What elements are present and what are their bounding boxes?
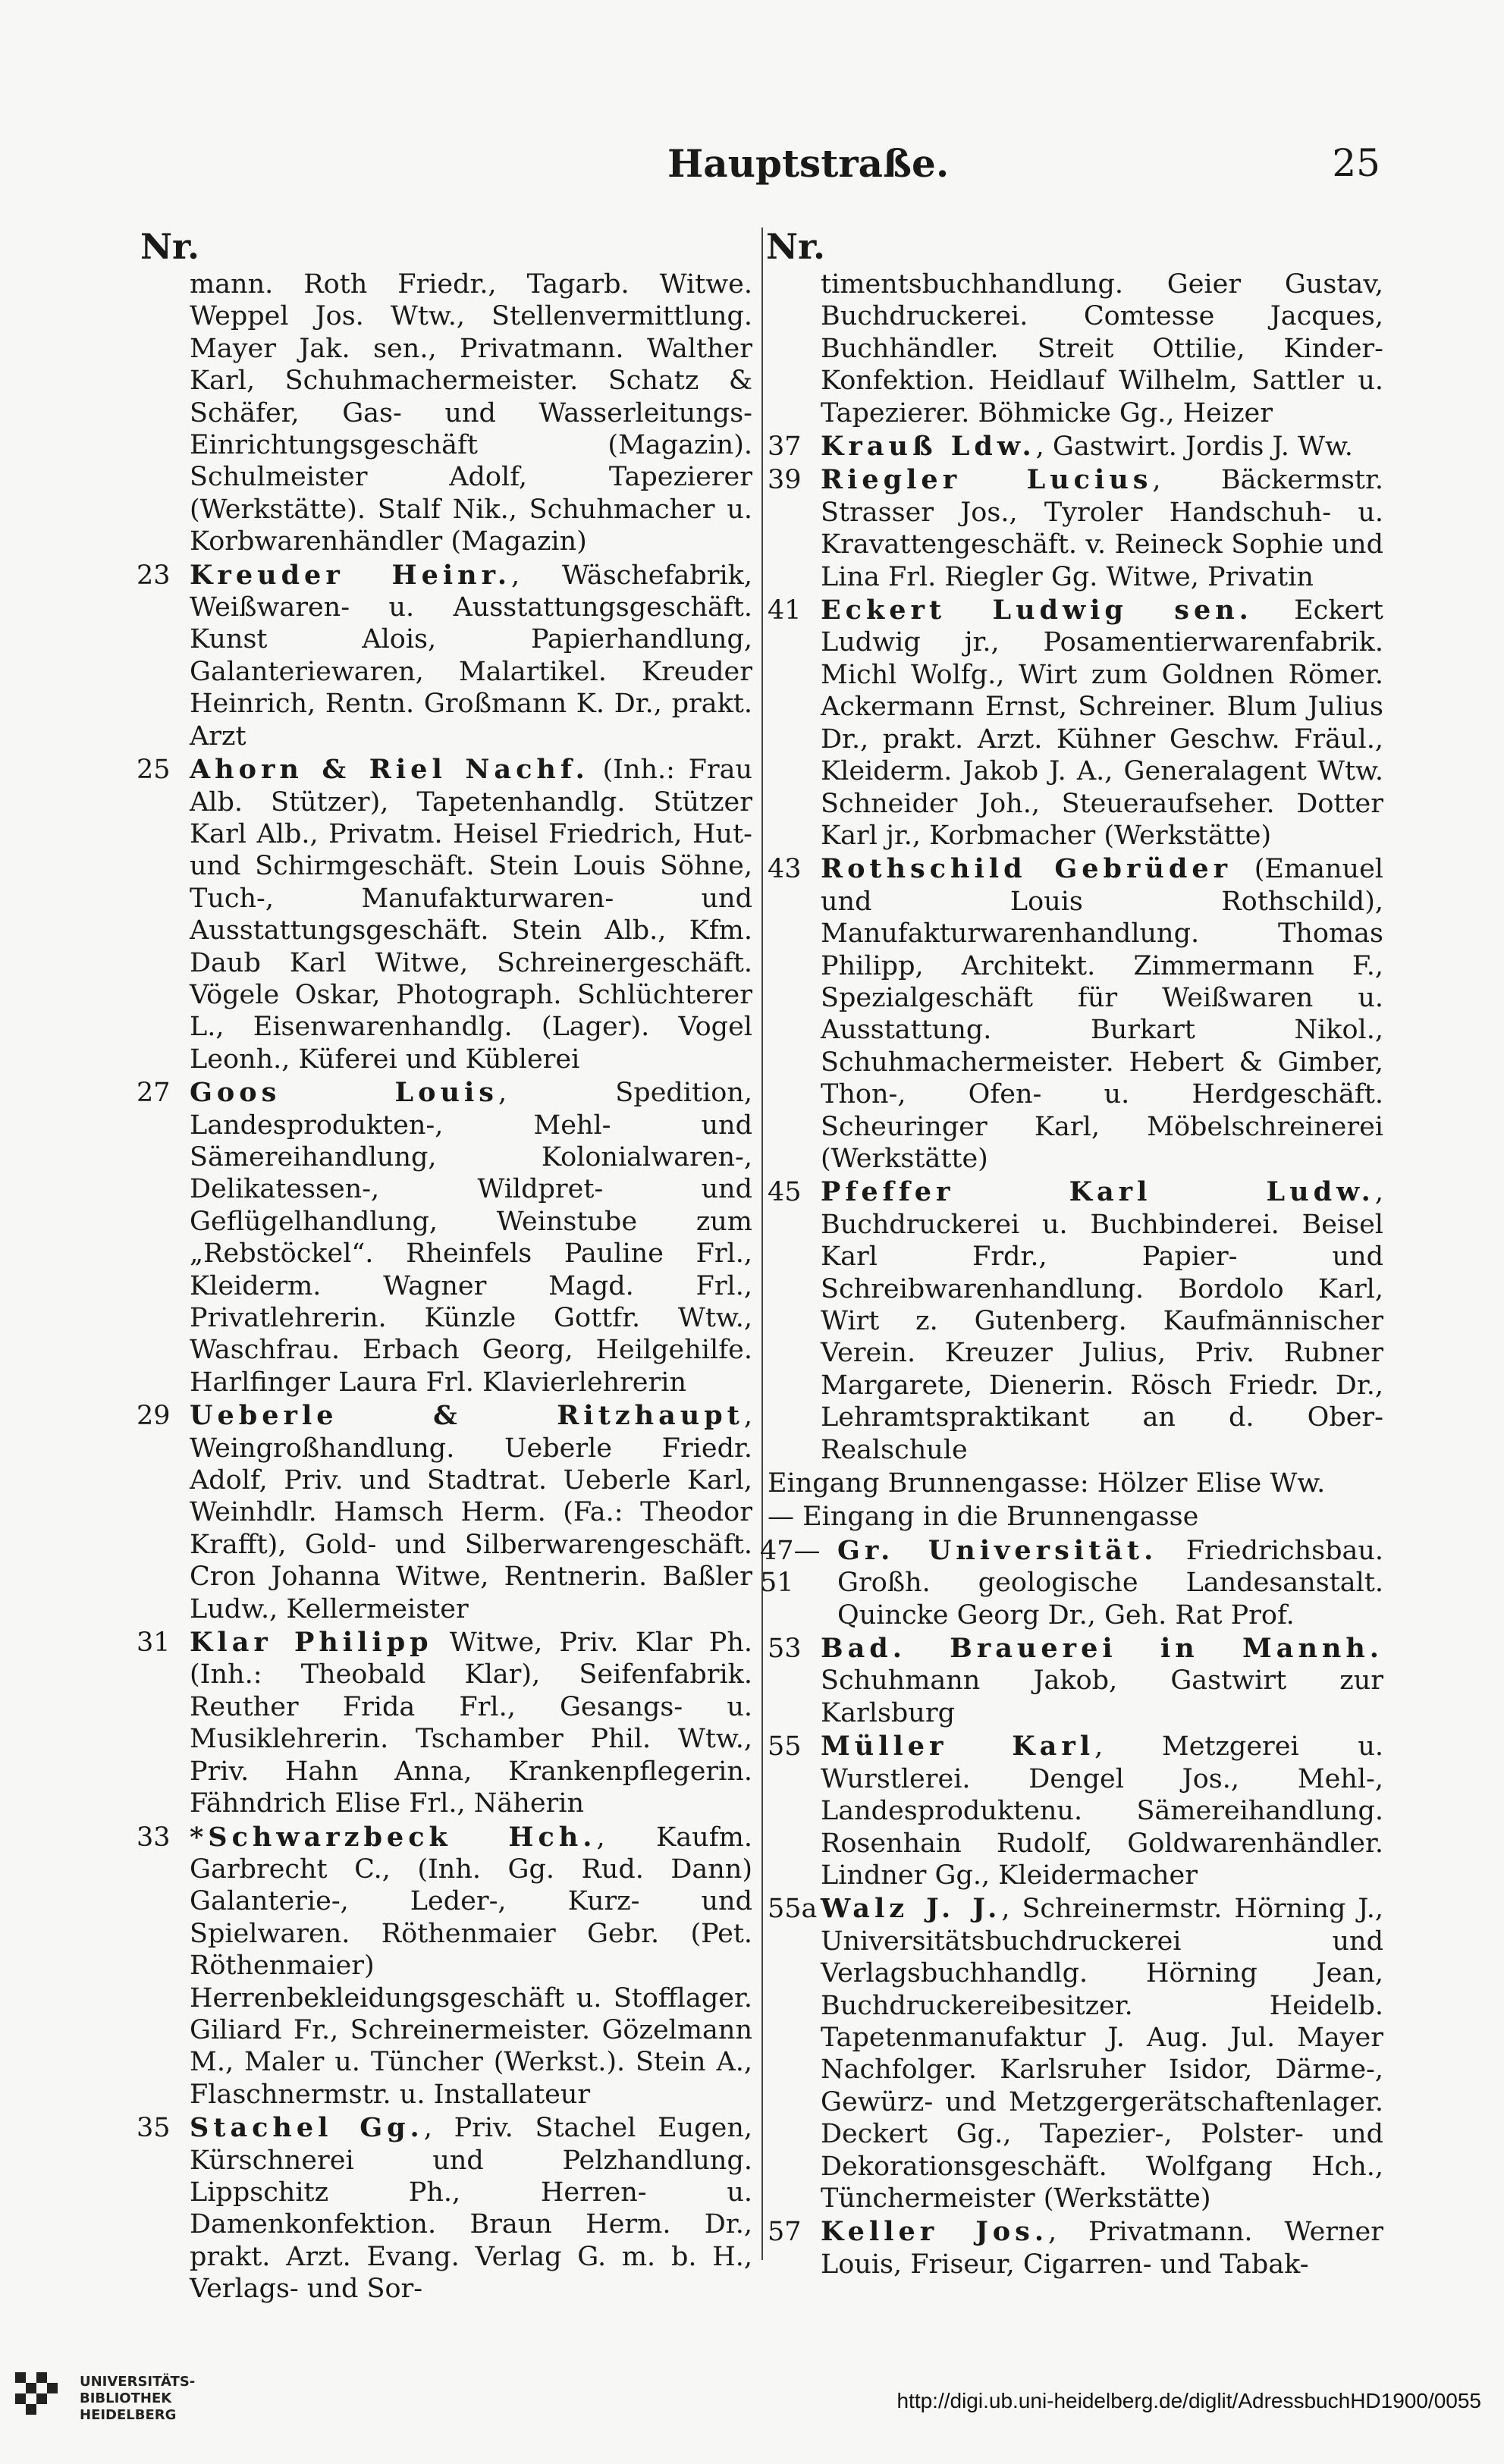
address-entry [768,431,1383,463]
address-entry [768,1501,1383,1533]
address-entry [137,1077,752,1398]
address-entry [137,1822,752,2111]
primary-name: Walz J. J. [821,1893,1002,1925]
house-number: 31 [137,1627,171,1659]
address-entry [768,1176,1383,1466]
house-number: 43 [768,854,802,885]
primary-name: Klar Philipp [190,1627,433,1659]
primary-name: Krauß Ldw. [821,431,1036,463]
entry-text: , Gastwirt. Jordis J. Ww. [1035,432,1353,463]
address-entry [768,464,1383,593]
running-title: Hauptstraße. [667,141,950,186]
primary-name: Bad. Brauerei in Mannh. [821,1633,1383,1665]
house-number: 47—51 [760,1535,821,1599]
entry-text: Schuhmann Jakob, Gastwirt zur Karlsburg [821,1665,1383,1728]
entry-text: , Privatmann. Werner Louis, Friseur, Cigarren- und Tabak- [821,2217,1383,2280]
address-entry [137,1400,752,1625]
column-divider [761,228,763,2260]
house-number: 29 [137,1401,171,1432]
primary-name: Kreuder Heinr. [190,559,512,591]
address-entry [768,1467,1383,1499]
house-number: 39 [768,465,802,496]
address-entry [768,2216,1383,2280]
entry-text: , Metzgerei u. Wurstlerei. Dengel Jos., Mehl-, Landesproduktenu. Sämereihandlung. Rosenhain Rudolf, Goldwarenhändler. Lindner Gg., Kleidermacher [821,1731,1383,1891]
entry-text: — Eingang in die Brunnengasse [768,1502,1199,1533]
page-header [667,141,1380,194]
right-column-heading: Nr. [766,226,826,267]
entry-text: , Priv. Stachel Eugen, Kürschnerei und Pelzhandlung. Lippschitz Ph., Herren- u. Damenkonfektion. Braun Herm. Dr., prakt. Arzt. Evang. Verlag G. m. b. H., Verlags- und Sor- [190,2113,752,2305]
primary-name: Pfeffer Karl Ludw. [821,1176,1375,1208]
house-number: 55 [768,1731,802,1762]
address-entry [137,2112,752,2305]
entry-text: , Schreinermstr. Hörning J., Universitätsbuchdruckerei und Verlagsbuchhandlg. Hörning Jean, Buchdruckereibesitzer. Heidelb. Tapetenmanufaktur J. Aug. Jul. Mayer Nachfolger. Karlsruher Isidor, Därme-, Gewürz- und Metzgergerätschaftenlager. Deckert Gg., Tapezier-, Polster- und Dekorationsgeschäft. Wolfgang Hch., Tünchermeister (Werkstätte) [821,1894,1383,2214]
house-number: 33 [137,1822,171,1853]
address-entry [768,1633,1383,1729]
source-url-link[interactable]: http://digi.ub.uni-heidelberg.de/diglit/AdressbuchHD1900/0055 [896,2389,1481,2412]
primary-name: *Schwarzbeck Hch. [190,1821,597,1853]
primary-name: Ahorn & Riel Nachf. [190,754,589,786]
entry-text: Friedrichsbau. Großh. geologische Landesanstalt. Quincke Georg Dr., Geh. Rat Prof. [837,1535,1384,1631]
address-entry [768,1893,1383,2214]
house-number: 23 [137,560,171,591]
primary-name: Stachel Gg. [190,2112,424,2144]
entry-text: Witwe, Priv. Klar Ph. (Inh.: Theobald Klar), Seifenfabrik. Reuther Frida Frl., Gesangs- u. Musiklehrerin. Tschamber Phil. Wtw., Priv. Hahn Anna, Krankenpflegerin. Fähndrich Elise Frl., Näherin [190,1627,752,1819]
left-column [137,268,752,2307]
library-logo-icon [15,2372,68,2425]
entry-text: , Weingroßhandlung. Ueberle Friedr. Adolf, Priv. und Stadtrat. Ueberle Karl, Weinhdlr. Hamsch Herm. (Fa.: Theodor Krafft), Gold- und Silberwarengeschäft. Cron Johanna Witwe, Rentnerin. Baßler Ludw., Kellermeister [190,1401,752,1624]
entry-text: , Buchdruckerei u. Buchbinderei. Beisel Karl Frdr., Papier- und Schreibwarenhandlung. Bordolo Karl, Wirt z. Gutenberg. Kaufmännischer Verein. Kreuzer Julius, Priv. Rubner Margarete, Dienerin. Rösch Friedr. Dr., Lehramtspraktikant an d. Ober-Realschule [821,1177,1383,1465]
primary-name: Goos Louis [190,1077,498,1109]
entry-text: Eckert Ludwig jr., Posamentierwarenfabrik. Michl Wolfg., Wirt zum Goldnen Römer. Ackermann Ernst, Schreiner. Blum Julius Dr., prakt. Arzt. Kühner Geschw. Fräul., Kleiderm. Jakob J. A., Generalagent Wtw. Schneider Joh., Steueraufseher. Dotter Karl jr., Korbmacher (Werkstätte) [821,595,1383,851]
primary-name: Müller Karl [821,1731,1095,1762]
entry-text: , Spedition, Landesprodukten-, Mehl- und Sämereihandlung, Kolonialwaren-, Delikatessen-, Wildpret- und Geflügelhandlung, Weinstube zum „Rebstöckel“. Rheinfels Pauline Frl., Kleiderm. Wagner Magd. Frl., Privatlehrerin. Künzle Gottfr. Wtw., Waschfrau. Erbach Georg, Heilgehilfe. Harlfinger Laura Frl. Klavierlehrerin [190,1078,752,1398]
entry-text: (Emanuel und Louis Rothschild), Manufakturwarenhandlung. Thomas Philipp, Architekt. Zimmermann F., Spezialgeschäft für Weißwaren u. Ausstattung. Burkart Nikol., Schuhmachermeister. Hebert & Gimber, Thon-, Ofen- u. Herdgeschäft. Scheuringer Karl, Möbelschreinerei (Werkstätte) [821,854,1383,1174]
address-entry [760,1534,1384,1631]
primary-name: Eckert Ludwig sen. [821,595,1253,626]
entry-text: timentsbuchhandlung. Geier Gustav, Buchdruckerei. Comtesse Jacques, Buchhändler. Streit Ottilie, Kinder-Konfektion. Heidlauf Wilhelm, Sattler u. Tapezierer. Böhmicke Gg., Heizer [821,269,1383,428]
primary-name: Riegler Lucius [821,464,1153,496]
primary-name: Keller Jos. [821,2216,1049,2248]
address-entry [137,560,752,752]
library-logo-text: UNIVERSITÄTS- BIBLIOTHEK HEIDELBERG [80,2374,196,2423]
page-number: 25 [1332,141,1380,185]
address-entry [137,268,752,558]
address-entry [768,595,1383,852]
entry-text: , Bäckermstr. Strasser Jos., Tyroler Handschuh- u. Kravattengeschäft. v. Reineck Sophie und Lina Frl. Riegler Gg. Witwe, Privatin [821,465,1383,592]
address-entry [137,1627,752,1819]
entry-text: mann. Roth Friedr., Tagarb. Witwe. Weppel Jos. Wtw., Stellenvermittlung. Mayer Jak. sen., Privatmann. Walther Karl, Schuhmachermeister. Schatz & Schäfer, Gas- und Wasserleitungs-Einrichtungsgeschäft (Magazin). Schulmeister Adolf, Tapezierer (Werkstätte). Stalf Nik., Schuhmacher u. Korbwarenhändler (Magazin) [190,269,752,557]
address-entry [768,268,1383,429]
house-number: 41 [768,595,802,626]
house-number: 35 [137,2113,171,2144]
primary-name: Gr. Universität. [837,1534,1158,1566]
house-number: 25 [137,755,171,786]
house-number: 27 [137,1078,171,1109]
entry-text: (Inh.: Frau Alb. Stützer), Tapetenhandlg. Stützer Karl Alb., Privatm. Heisel Friedrich, Hut- und Schirmgeschäft. Stein Louis Söhne, Tuch-, Manufakturwaren- und Ausstattungsgeschäft. Stein Alb., Kfm. Daub Karl Witwe, Schreinergeschäft. Vögele Oskar, Photograph. Schlüchterer L., Eisenwarenhandlg. (Lager). Vogel Leonh., Küferei und Küblerei [190,755,753,1075]
left-column-heading: Nr. [140,226,200,267]
house-number: 55a [768,1894,818,1925]
primary-name: Rothschild Gebrüder [821,853,1232,885]
primary-name: Ueberle & Ritzhaupt [190,1400,744,1432]
right-column [760,268,1384,2282]
address-entry [768,853,1383,1175]
digitization-footer [0,2359,1504,2464]
entry-text: , Wäschefabrik, Weißwaren- u. Ausstattungsgeschäft. Kunst Alois, Papierhandlung, Galanteriewaren, Malartikel. Kreuder Heinrich, Rentn. Großmann K. Dr., prakt. Arzt [190,560,753,752]
address-entry [768,1731,1383,1891]
house-number: 45 [768,1177,802,1208]
entry-text: , Kaufm. Garbrecht C., (Inh. Gg. Rud. Dann) Galanterie-, Leder-, Kurz- und Spielwaren. Röthenmaier Gebr. (Pet. Röthenmaier) Herrenbekleidungsgeschäft u. Stofflager. Giliard Fr., Schreinermeister. Gözelmann M., Maler u. Tüncher (Werkst.). Stein A., Flaschnermstr. u. Installateur [190,1822,752,2110]
house-number: 37 [768,432,802,463]
address-entry [137,754,752,1075]
house-number: 53 [768,1634,802,1665]
house-number: 57 [768,2217,802,2248]
entry-text: Eingang Brunnengasse: Hölzer Elise Ww. [768,1468,1326,1499]
